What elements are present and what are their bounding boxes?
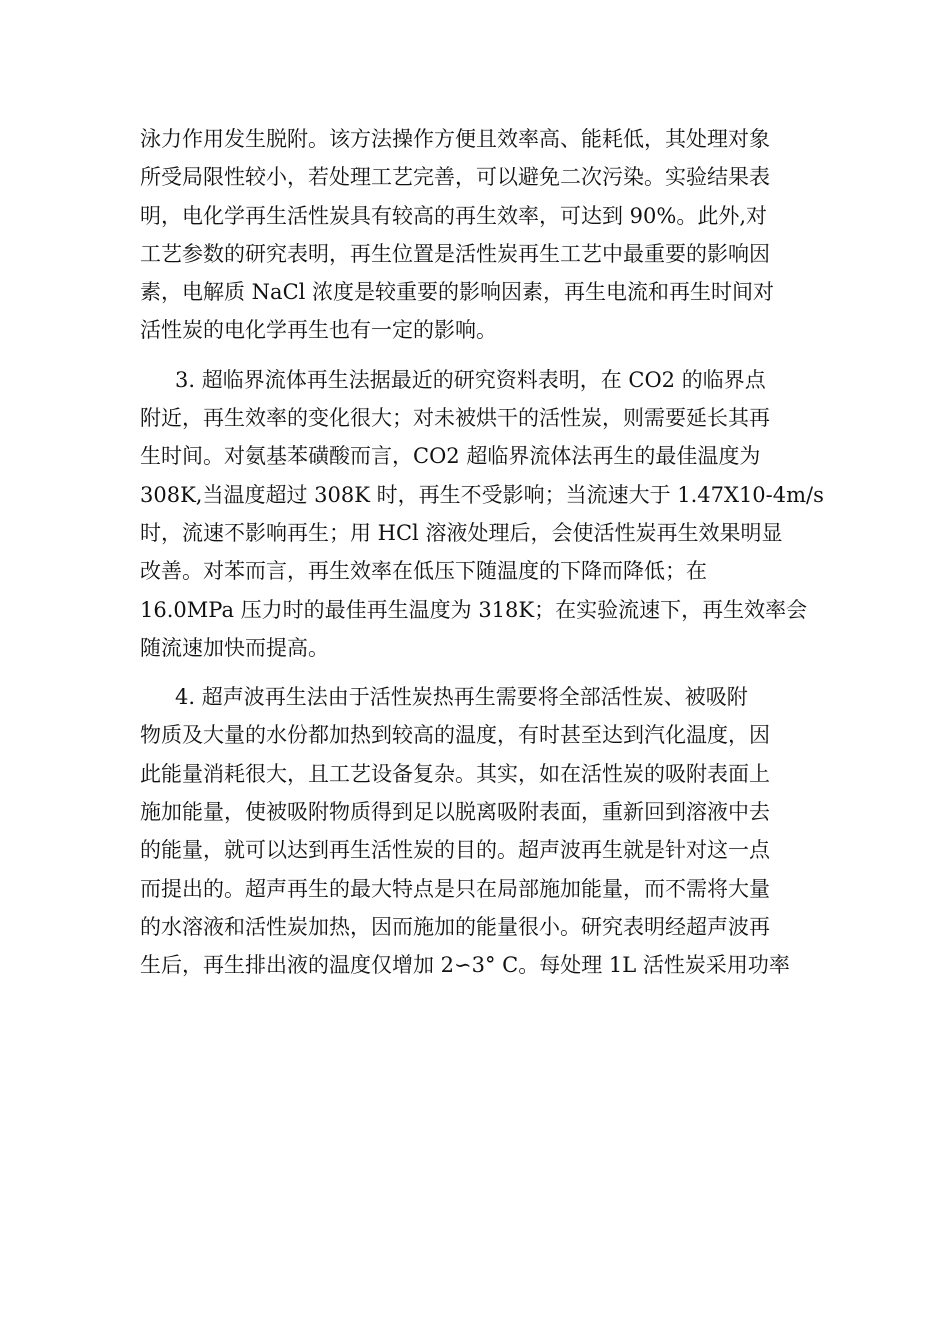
text-line: 生时间。对氨基苯磺酸而言，CO2 超临界流体法再生的最佳温度为 xyxy=(140,444,761,469)
document-body xyxy=(140,120,824,985)
text-line: 改善。对苯而言，再生效率在低压下随温度的下降而降低；在 xyxy=(140,559,707,584)
text-line: 3. 超临界流体再生法据最近的研究资料表明，在 CO2 的临界点 xyxy=(175,367,766,392)
text-line: 的能量，就可以达到再生活性炭的目的。超声波再生就是针对这一点 xyxy=(140,838,770,863)
text-line: 施加能量，使被吸附物质得到足以脱离吸附表面，重新回到溶液中去 xyxy=(140,800,770,825)
text-line: 而提出的。超声再生的最大特点是只在局部施加能量，而不需将大量 xyxy=(140,876,770,901)
text-line: 工艺参数的研究表明，再生位置是活性炭再生工艺中最重要的影响因 xyxy=(140,241,770,266)
text-line: 附近，再生效率的变化很大；对未被烘干的活性炭，则需要延长其再 xyxy=(140,406,770,431)
paragraph-electrochemical-continued xyxy=(140,120,820,350)
text-line: 泳力作用发生脱附。该方法操作方便且效率高、能耗低，其处理对象 xyxy=(140,127,770,151)
text-line: 随流速加快而提高。 xyxy=(140,635,329,660)
text-line: 308K,当温度超过 308K 时，再生不受影响；当流速大于 1.47X10-4m/s xyxy=(140,482,824,507)
text-line: 4. 超声波再生法由于活性炭热再生需要将全部活性炭、被吸附 xyxy=(175,685,748,710)
text-line: 所受局限性较小，若处理工艺完善，可以避免二次污染。实验结果表 xyxy=(140,165,770,190)
text-line: 16.0MPa 压力时的最佳再生温度为 318K；在实验流速下，再生效率会 xyxy=(140,597,808,622)
text-line: 活性炭的电化学再生也有一定的影响。 xyxy=(140,318,497,343)
text-line: 物质及大量的水份都加热到较高的温度，有时甚至达到汽化温度，因 xyxy=(140,723,770,748)
paragraph-ultrasonic xyxy=(140,678,820,984)
text-line: 生后，再生排出液的温度仅增加 2∽3° C。每处理 1L 活性炭采用功率 xyxy=(140,953,790,978)
text-line: 此能量消耗很大，且工艺设备复杂。其实，如在活性炭的吸附表面上 xyxy=(140,761,770,786)
text-line: 素，电解质 NaCl 浓度是较重要的影响因素，再生电流和再生时间对 xyxy=(140,280,775,305)
text-line: 的水溶液和活性炭加热，因而施加的能量很小。研究表明经超声波再 xyxy=(140,914,770,939)
text-line: 明，电化学再生活性炭具有较高的再生效率，可达到 90%。此外,对 xyxy=(140,203,768,228)
paragraph-supercritical-fluid xyxy=(140,361,824,667)
text-line: 时，流速不影响再生；用 HCl 溶液处理后，会使活性炭再生效果明显 xyxy=(140,520,783,545)
